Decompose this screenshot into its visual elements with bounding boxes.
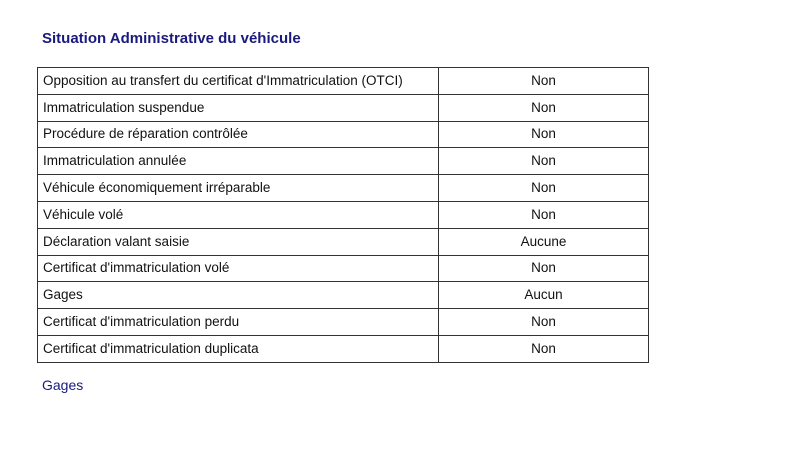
table-row (38, 309, 649, 336)
row-label: Immatriculation suspendue (38, 94, 439, 121)
table-row (38, 228, 649, 255)
row-label: Certificat d'immatriculation perdu (38, 309, 439, 336)
table-row (38, 94, 649, 121)
table-row (38, 282, 649, 309)
row-value: Aucune (439, 228, 649, 255)
table-row (38, 201, 649, 228)
table-row (38, 68, 649, 95)
row-label: Opposition au transfert du certificat d'Immatriculation (OTCI) (38, 68, 439, 95)
table-row (38, 148, 649, 175)
row-label: Véhicule volé (38, 201, 439, 228)
page-title: Situation Administrative du véhicule (42, 30, 301, 47)
row-label: Certificat d'immatriculation volé (38, 255, 439, 282)
row-label: Véhicule économiquement irréparable (38, 175, 439, 202)
table-row (38, 335, 649, 362)
section-heading-gages: Gages (42, 377, 84, 393)
row-value: Non (439, 309, 649, 336)
row-label: Procédure de réparation contrôlée (38, 121, 439, 148)
row-label: Gages (38, 282, 439, 309)
table-row (38, 121, 649, 148)
row-value: Non (439, 94, 649, 121)
table-row (38, 175, 649, 202)
row-value: Non (439, 68, 649, 95)
row-value: Non (439, 255, 649, 282)
vehicle-status-table (37, 67, 649, 363)
row-value: Non (439, 335, 649, 362)
row-value: Non (439, 148, 649, 175)
row-label: Certificat d'immatriculation duplicata (38, 335, 439, 362)
table-row (38, 255, 649, 282)
row-label: Immatriculation annulée (38, 148, 439, 175)
row-value: Aucun (439, 282, 649, 309)
row-value: Non (439, 201, 649, 228)
row-value: Non (439, 175, 649, 202)
row-label: Déclaration valant saisie (38, 228, 439, 255)
row-value: Non (439, 121, 649, 148)
